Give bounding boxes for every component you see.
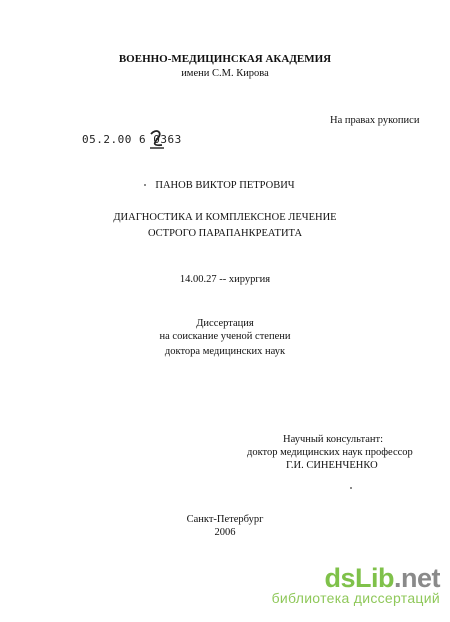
footer-city: Санкт-Петербург	[186, 514, 264, 525]
academy-named-after: имени С.М. Кирова	[181, 68, 269, 79]
thesis-title-line-1: ДИАГНОСТИКА И КОМПЛЕКСНОЕ ЛЕЧЕНИЕ	[113, 212, 337, 223]
manuscript-rights-label: На правах рукописи	[330, 115, 420, 126]
footer-year: 2006	[214, 527, 236, 538]
degree-line-3: доктора медицинских наук	[164, 346, 286, 357]
degree-line-1: Диссертация	[196, 318, 254, 329]
speck	[350, 487, 352, 489]
library-stamp-code: 05.2.00 6 0363	[82, 133, 182, 146]
specialty: 14.00.27 -- хирургия	[179, 274, 271, 285]
watermark-brand-green: dsLib	[324, 563, 394, 593]
watermark-brand-gray: .net	[393, 563, 440, 593]
author-name: ПАНОВ ВИКТОР ПЕТРОВИЧ	[155, 180, 295, 191]
dslib-watermark-logo	[272, 563, 440, 606]
watermark-subtitle: библиотека диссертаций	[271, 590, 440, 606]
academy-name: ВОЕННО-МЕДИЦИНСКАЯ АКАДЕМИЯ	[118, 53, 332, 65]
consultant-position: доктор медицинских наук профессор	[247, 447, 413, 458]
consultant-name: Г.И. СИНЕНЧЕНКО	[286, 460, 378, 471]
consultant-label: Научный консультант:	[283, 434, 384, 445]
thesis-title-line-2: ОСТРОГО ПАРАПАНКРЕАТИТА	[147, 228, 303, 239]
stamp-scrawl-icon	[148, 128, 168, 152]
degree-line-2: на соискание ученой степени	[159, 331, 291, 342]
